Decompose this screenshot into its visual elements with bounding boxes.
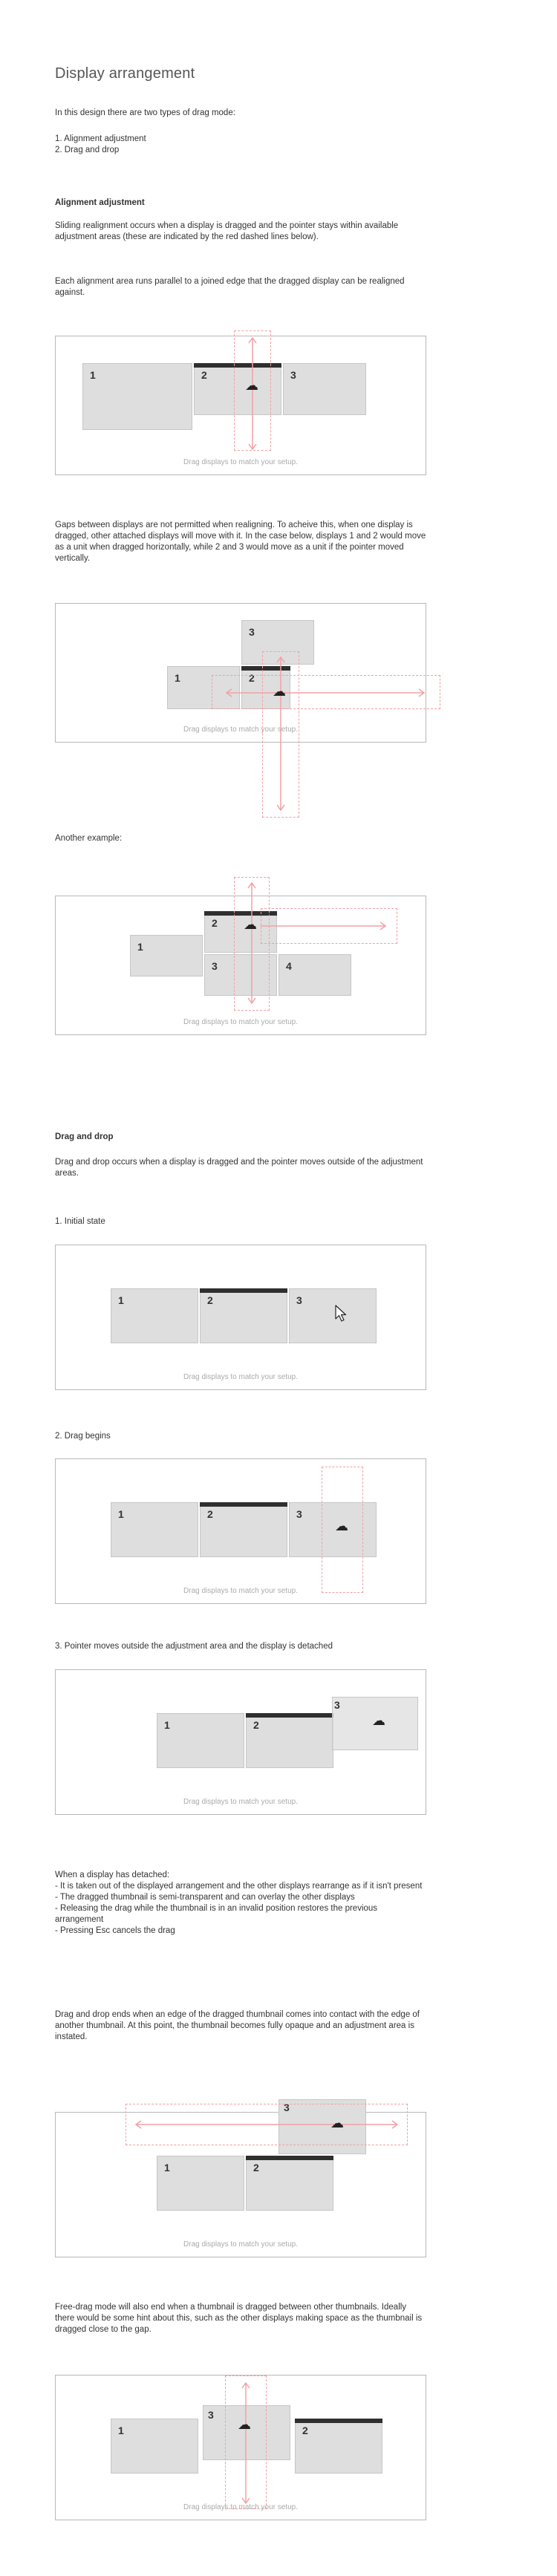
hand-grab-icon: ☁ bbox=[245, 378, 258, 393]
detached-notes bbox=[55, 1870, 426, 1937]
note-3: - Releasing the drag while the thumbnail is in an invalid position restores the previous arrangement bbox=[55, 1904, 378, 1924]
display-thumbnail-2[interactable]: 2 bbox=[295, 2419, 382, 2474]
alignment-paragraph-4: Another example: bbox=[55, 834, 123, 843]
display-thumbnail-1[interactable]: 1 bbox=[167, 666, 240, 709]
primary-display-bar bbox=[200, 1288, 287, 1293]
display-thumbnail-3[interactable]: 3 bbox=[289, 1502, 377, 1557]
alignment-paragraph-1: Sliding realignment occurs when a display is dragged and the pointer stays within available adjustment areas (these are indicated by the red dashed lines below). bbox=[55, 221, 399, 241]
diagram-caption: Drag displays to match your setup. bbox=[183, 1373, 298, 1381]
vertical-arrow bbox=[56, 2376, 426, 2520]
alignment-paragraph-2: Each alignment area runs parallel to a joined edge that the dragged display can be realigned against. bbox=[55, 277, 405, 297]
display-thumbnail-1[interactable]: 1 bbox=[111, 1502, 198, 1557]
cross-arrows bbox=[56, 896, 426, 1034]
step-2-label: 2. Drag begins bbox=[55, 1432, 111, 1441]
display-thumbnail-3[interactable]: 3 bbox=[204, 954, 277, 996]
mode-item-1: 1. Alignment adjustment bbox=[55, 134, 146, 143]
diagram-panel-3 bbox=[55, 896, 426, 1035]
display-thumbnail-2[interactable]: 2 bbox=[246, 1713, 333, 1768]
mouse-pointer-icon bbox=[335, 1305, 350, 1324]
hand-grab-icon: ☁ bbox=[335, 1519, 348, 1533]
cross-arrows bbox=[56, 604, 426, 742]
intro-text: In this design there are two types of drag mode: bbox=[55, 108, 235, 117]
diagram-panel-6 bbox=[55, 1669, 426, 1815]
primary-display-bar bbox=[200, 1502, 287, 1507]
display-thumbnail-3[interactable]: 3 bbox=[289, 1288, 377, 1343]
vertical-arrow bbox=[56, 336, 426, 475]
alignment-heading: Alignment adjustment bbox=[55, 198, 145, 207]
diagram-caption: Drag displays to match your setup. bbox=[183, 458, 298, 466]
display-thumbnail-1[interactable]: 1 bbox=[111, 1288, 198, 1343]
diagram-caption: Drag displays to match your setup. bbox=[183, 2503, 298, 2511]
notes-title: When a display has detached: bbox=[55, 1871, 170, 1879]
diagram-panel-2 bbox=[55, 603, 426, 743]
dragdrop-paragraph-1: Drag and drop occurs when a display is dragged and the pointer moves outside of the adjustment areas. bbox=[55, 1158, 423, 1178]
step-1-label: 1. Initial state bbox=[55, 1217, 105, 1226]
diagram-panel-7 bbox=[55, 2101, 426, 2257]
dragdrop-paragraph-3: Free-drag mode will also end when a thumbnail is dragged between other thumbnails. Ideally there would be some hint about this, such as the other displays making space as the thumbnail is dragged close to the gap. bbox=[55, 2303, 423, 2334]
hand-grab-icon: ☁ bbox=[330, 2116, 344, 2130]
hand-grab-icon: ☁ bbox=[238, 2417, 251, 2432]
dragdrop-heading: Drag and drop bbox=[55, 1132, 114, 1141]
display-thumbnail-2[interactable]: 2 bbox=[200, 1288, 287, 1343]
display-thumbnail-1[interactable]: 1 bbox=[157, 1713, 244, 1768]
display-thumbnail-1[interactable]: 1 bbox=[82, 363, 192, 430]
diagram-panel-1 bbox=[55, 336, 426, 475]
primary-display-bar bbox=[246, 1713, 333, 1718]
hand-grab-icon: ☁ bbox=[273, 684, 286, 699]
note-2: - The dragged thumbnail is semi-transparent and can overlay the other displays bbox=[55, 1893, 355, 1902]
page-title: Display arrangement bbox=[55, 65, 195, 82]
horizontal-arrow bbox=[56, 2113, 426, 2257]
dragdrop-paragraph-2: Drag and drop ends when an edge of the dragged thumbnail comes into contact with the edge of another thumbnail. At this point, the thumbnail becomes fully opaque and an adjustment area is instated. bbox=[55, 2010, 420, 2041]
display-thumbnail-1[interactable]: 1 bbox=[130, 935, 203, 976]
diagram-panel-4 bbox=[55, 1245, 426, 1390]
diagram-caption: Drag displays to match your setup. bbox=[183, 1798, 298, 1806]
note-1: - It is taken out of the displayed arrangement and the other displays rearrange as if it isn't present bbox=[55, 1882, 423, 1891]
display-thumbnail-1[interactable]: 1 bbox=[157, 2156, 244, 2211]
display-thumbnail-3[interactable]: 3 bbox=[203, 2405, 290, 2460]
display-thumbnail-2[interactable]: 2 bbox=[200, 1502, 287, 1557]
diagram-caption: Drag displays to match your setup. bbox=[183, 725, 298, 734]
hand-grab-icon: ☁ bbox=[244, 917, 257, 932]
hand-grab-icon: ☁ bbox=[372, 1713, 385, 1728]
diagram-panel-5 bbox=[55, 1458, 426, 1604]
mode-item-2: 2. Drag and drop bbox=[55, 146, 120, 154]
display-thumbnail-3[interactable]: 3 bbox=[278, 2099, 366, 2154]
display-thumbnail-2[interactable]: 2 bbox=[204, 911, 277, 953]
display-thumbnail-2[interactable]: 2 bbox=[241, 666, 290, 709]
note-4: - Pressing Esc cancels the drag bbox=[55, 1926, 175, 1935]
diagram-caption: Drag displays to match your setup. bbox=[183, 1587, 298, 1595]
display-thumbnail-2[interactable]: 2 bbox=[246, 2156, 333, 2211]
display-thumbnail-1[interactable]: 1 bbox=[111, 2419, 198, 2474]
display-thumbnail-3[interactable]: 3 bbox=[283, 363, 366, 415]
display-thumbnail-4[interactable]: 4 bbox=[278, 954, 351, 996]
detached-display-thumbnail-3[interactable]: 3 bbox=[332, 1697, 418, 1750]
diagram-caption: Drag displays to match your setup. bbox=[183, 1018, 298, 1026]
display-thumbnail-2[interactable]: 2 bbox=[194, 363, 281, 415]
diagram-panel-8 bbox=[55, 2375, 426, 2520]
step-3-label: 3. Pointer moves outside the adjustment area and the display is detached bbox=[55, 1642, 333, 1651]
display-thumbnail-3[interactable]: 3 bbox=[241, 620, 314, 665]
diagram-caption: Drag displays to match your setup. bbox=[183, 2240, 298, 2249]
alignment-paragraph-3: Gaps between displays are not permitted when realigning. To acheive this, when one display is dragged, other attached displays will move with it. In the case below, displays 1 and 2 would move as a unit when dragged horizontally, while 2 and 3 would move as a unit if the pointer moved vertically. bbox=[55, 521, 426, 563]
